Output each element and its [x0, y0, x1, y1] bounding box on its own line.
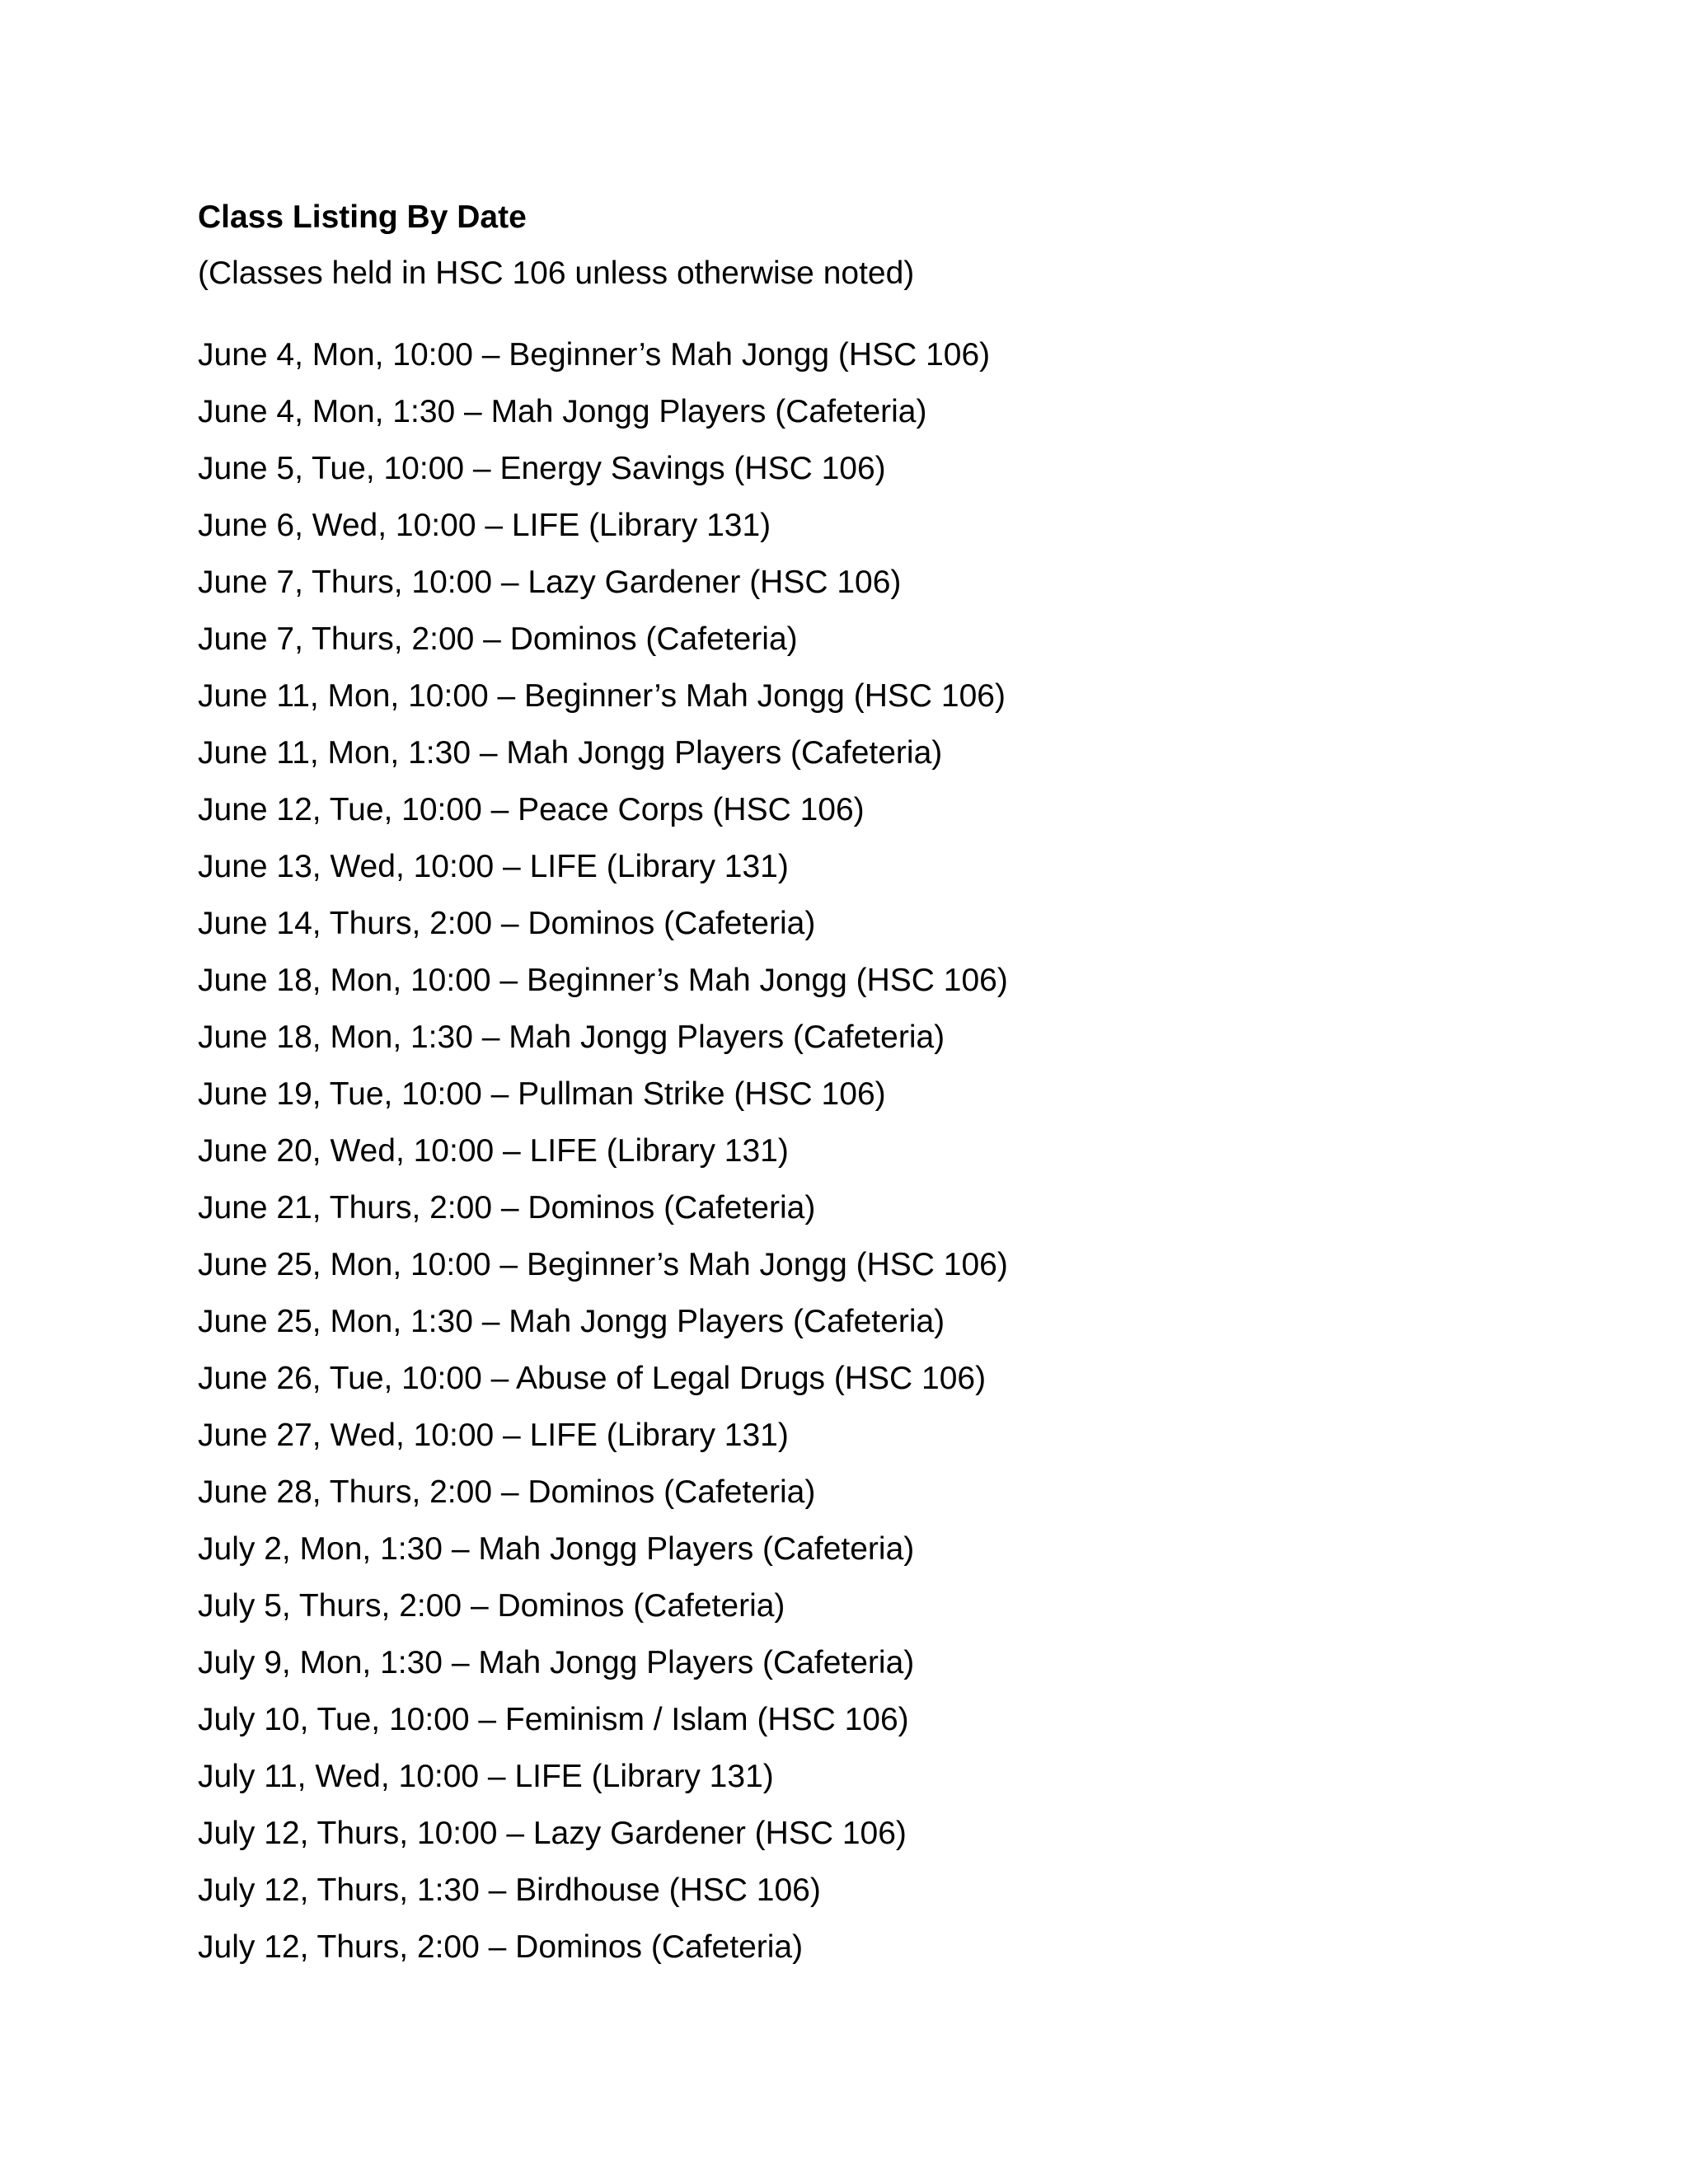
list-item: July 10, Tue, 10:00 – Feminism / Islam (HSC 106) — [198, 1702, 909, 1737]
list-item: July 2, Mon, 1:30 – Mah Jongg Players (Cafeteria) — [198, 1531, 915, 1567]
list-item: June 4, Mon, 1:30 – Mah Jongg Players (Cafeteria) — [198, 394, 927, 429]
list-item: June 14, Thurs, 2:00 – Dominos (Cafeteria) — [198, 906, 816, 941]
list-item: June 28, Thurs, 2:00 – Dominos (Cafeteria) — [198, 1474, 816, 1510]
list-item: June 27, Wed, 10:00 – LIFE (Library 131) — [198, 1418, 789, 1453]
page-title: Class Listing By Date — [198, 199, 527, 235]
list-item: June 20, Wed, 10:00 – LIFE (Library 131) — [198, 1133, 789, 1169]
list-item: June 11, Mon, 1:30 – Mah Jongg Players (Cafeteria) — [198, 735, 943, 771]
list-item: June 7, Thurs, 2:00 – Dominos (Cafeteria) — [198, 621, 798, 657]
list-item: June 25, Mon, 1:30 – Mah Jongg Players (Cafeteria) — [198, 1304, 945, 1339]
list-item: June 19, Tue, 10:00 – Pullman Strike (HSC 106) — [198, 1076, 886, 1112]
list-item: June 13, Wed, 10:00 – LIFE (Library 131) — [198, 849, 789, 884]
list-item: July 5, Thurs, 2:00 – Dominos (Cafeteria) — [198, 1588, 785, 1624]
list-item: June 26, Tue, 10:00 – Abuse of Legal Drugs (HSC 106) — [198, 1361, 987, 1396]
page-subtitle: (Classes held in HSC 106 unless otherwise noted) — [198, 255, 915, 291]
document-content — [198, 194, 1599, 1975]
list-item: June 11, Mon, 10:00 – Beginner’s Mah Jongg (HSC 106) — [198, 678, 1006, 714]
list-item: June 25, Mon, 10:00 – Beginner’s Mah Jongg (HSC 106) — [198, 1247, 1008, 1282]
class-listing — [198, 326, 1599, 1975]
list-item: July 9, Mon, 1:30 – Mah Jongg Players (Cafeteria) — [198, 1645, 915, 1680]
list-item: June 21, Thurs, 2:00 – Dominos (Cafeteria) — [198, 1190, 816, 1226]
list-item: June 5, Tue, 10:00 – Energy Savings (HSC 106) — [198, 451, 886, 486]
list-item: June 7, Thurs, 10:00 – Lazy Gardener (HSC 106) — [198, 565, 902, 600]
list-item: June 4, Mon, 10:00 – Beginner’s Mah Jongg (HSC 106) — [198, 337, 991, 373]
list-item: June 18, Mon, 10:00 – Beginner’s Mah Jongg (HSC 106) — [198, 963, 1008, 998]
list-item: June 12, Tue, 10:00 – Peace Corps (HSC 106) — [198, 792, 865, 827]
list-item: June 6, Wed, 10:00 – LIFE (Library 131) — [198, 508, 771, 543]
list-item: June 18, Mon, 1:30 – Mah Jongg Players (Cafeteria) — [198, 1019, 945, 1055]
list-item: July 12, Thurs, 2:00 – Dominos (Cafeteria) — [198, 1929, 804, 1965]
list-item: July 12, Thurs, 1:30 – Birdhouse (HSC 106) — [198, 1872, 821, 1908]
list-item: July 11, Wed, 10:00 – LIFE (Library 131) — [198, 1759, 774, 1794]
list-item: July 12, Thurs, 10:00 – Lazy Gardener (HSC 106) — [198, 1816, 907, 1851]
